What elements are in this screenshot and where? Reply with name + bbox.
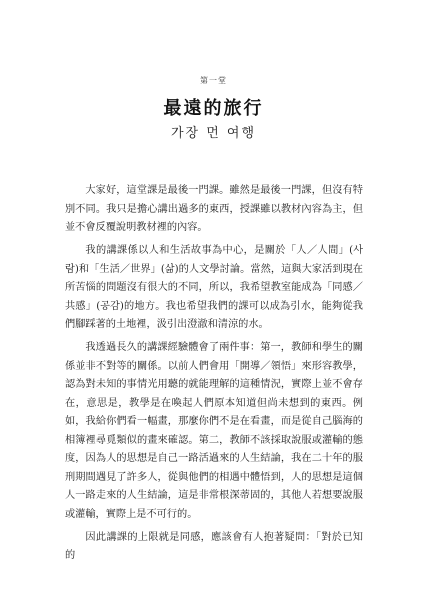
paragraph: 大家好，這堂課是最後一門課。雖然是最後一門課，但沒有特別不同。我只是擔心講出過多的東西，授課雖以教材內容為主，但並不會反覆說明教材裡的內容。 xyxy=(65,185,363,233)
lesson-label: 第一堂 xyxy=(200,76,227,85)
paragraph: 我的講課係以人和生活故事為中心，是關於「人／人間」(사람)和「生活／世界」(삶)的人文學討論。當然，這與大家活到現在所苦惱的問題沒有很大的不同，所以，我希望教室能成為「同感／共感」(공감)的地方。我也希望我們的課可以成為引水，能夠從我們腳踩著的土地裡，汲引出澄澈和清涼的水。 xyxy=(65,245,363,330)
body-text xyxy=(65,182,363,566)
chapter-subtitle: 가장 먼 여행 xyxy=(170,126,257,141)
chapter-title: 最遠的旅行 xyxy=(163,98,264,119)
paragraph: 因此講課的上限就是同感，應該會有人抱著疑問：「對於已知的 xyxy=(65,531,363,561)
paragraph: 我透過長久的講課經驗體會了兩件事：第一，教師和學生的關係並非不對等的關係。以前人們會用「開導／領悟」來形容教學，認為對未知的事情光用聽的就能理解的這種情況，實際上並不會存在，意思是，教學是在喚起人們原本知道但尚未想到的東西。例如，我給你們看一幅畫，那麼你們不是在看畫，而是從自己腦海的相簿裡尋覓類似的畫來確認。第二，教師不該採取說服或灌輸的態度，因為人的思想是自己一路活過來的人生結論，我在二十年的服刑期間遇見了許多人，從與他們的相遇中體悟到，人的思想是這個人一路走來的人生結論，這是非常根深蒂固的，其他人若想要說服或灌輸，實際上是不可行的。 xyxy=(65,342,363,520)
